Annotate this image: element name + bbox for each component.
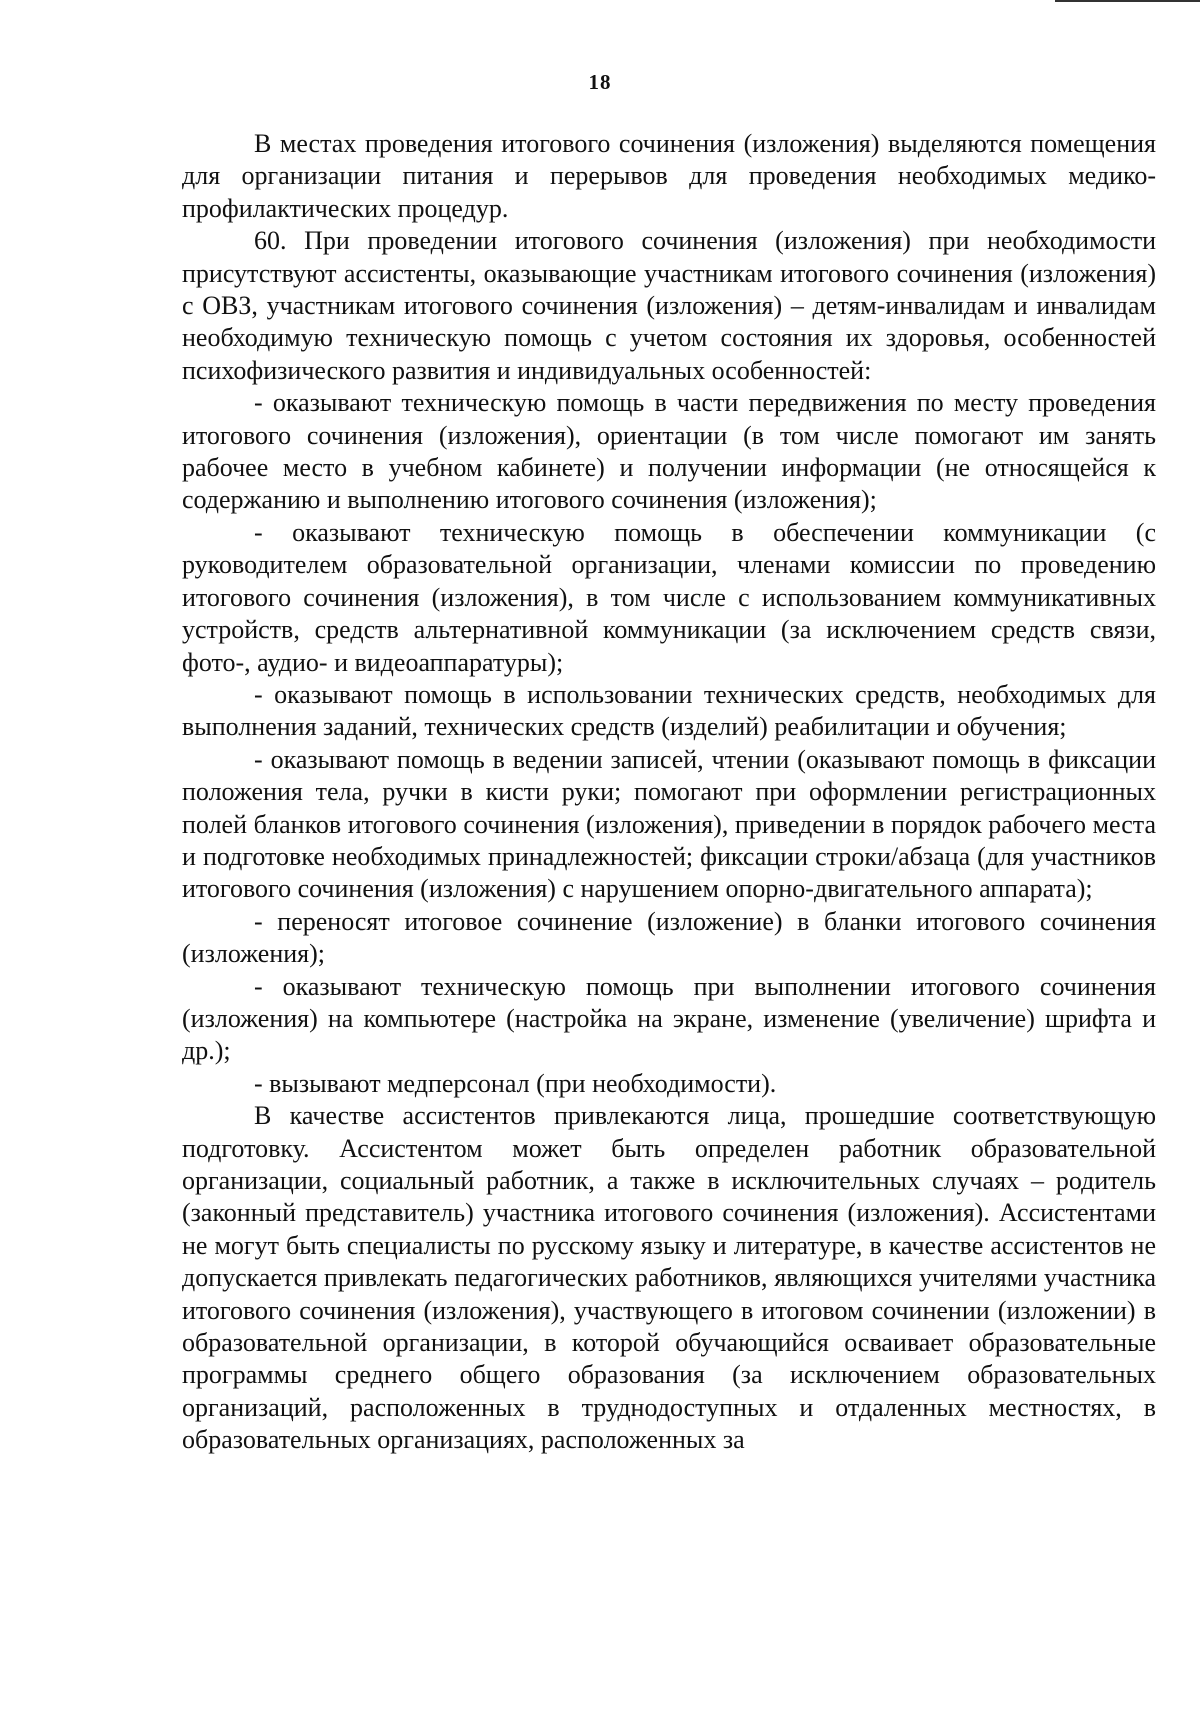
list-item-writing-reading-help: - оказывают помощь в ведении записей, чтении (оказывают помощь в фиксации положения тела, ручки в кисти руки; помогают при оформлении регистрационных полей бланков итогового сочинения (изложения), приведении в порядок рабочего места и подготовке необходимых принадлежностей; фиксации строки/абзаца (для участников итогового сочинения (изложения) с нарушением опорно-двигательного аппарата);	[182, 744, 1156, 904]
paragraph-assistant-selection: В качестве ассистентов привлекаются лица, прошедшие соответствующую подготовку. Ассистентом может быть определен работник образовательной организации, социальный работник, а также в исключительных случаях – родитель (законный представитель) участника итогового сочинения (изложения). Ассистентами не могут быть специалисты по русскому языку и литературе, в качестве ассистентов не допускается привлекать педагогических работников, являющихся учителями участника итогового сочинения (изложения), участвующего в итоговом сочинении (изложении) в образовательной организации, в которой обучающийся осваивает образовательные программы среднего общего образования (за исключением образовательных организаций, расположенных в труднодоступных и отдаленных местностях, в образовательных организациях, расположенных за	[182, 1101, 1156, 1455]
list-item-transfer-to-forms: - переносят итоговое сочинение (изложение) в бланки итогового сочинения (изложения);	[182, 906, 1156, 969]
paragraph-premises: В местах проведения итогового сочинения (изложения) выделяются помещения для организации питания и перерывов для проведения необходимых медико-профилактических процедур.	[182, 129, 1156, 223]
list-item-communication-help: - оказывают техническую помощь в обеспечении коммуникации (с руководителем образовательной организации, членами комиссии по проведению итогового сочинения (изложения), в том числе с использованием коммуникативных устройств, средств альтернативной коммуникации (за исключением средств связи, фото-, аудио- и видеоаппаратуры);	[182, 517, 1156, 677]
list-item-technical-means: - оказывают помощь в использовании технических средств, необходимых для выполнения заданий, технических средств (изделий) реабилитации и обучения;	[182, 679, 1156, 742]
list-item-movement-help: - оказывают техническую помощь в части передвижения по месту проведения итогового сочинения (изложения), ориентации (в том числе помогают им занять рабочее место в учебном кабинете) и получении информации (не относящейся к содержанию и выполнению итогового сочинения (изложения);	[182, 388, 1156, 515]
list-item-medical-staff: - вызывают медперсонал (при необходимости).	[254, 1068, 777, 1098]
document-body	[182, 128, 1156, 1457]
list-item-computer-help: - оказывают техническую помощь при выполнении итогового сочинения (изложения) на компьютере (настройка на экране, изменение (увеличение) шрифта и др.);	[182, 971, 1156, 1066]
top-edge-rule	[1055, 0, 1200, 2]
page-number: 18	[588, 70, 612, 94]
paragraph-60-assistants: 60. При проведении итогового сочинения (изложения) при необходимости присутствуют ассистенты, оказывающие участникам итогового сочинения (изложения) с ОВЗ, участникам итогового сочинения (изложения) – детям-инвалидам и инвалидам необходимую техническую помощь с учетом состояния их здоровья, особенностей психофизического развития и индивидуальных особенностей:	[182, 226, 1156, 385]
